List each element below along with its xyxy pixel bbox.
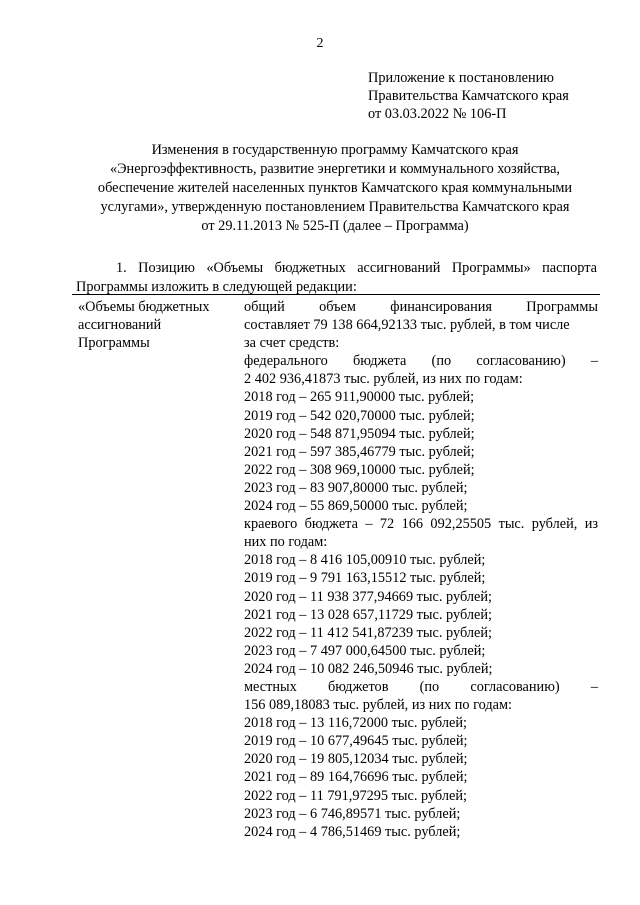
page-number: 2	[316, 36, 324, 51]
total-line: за счет средств:	[244, 335, 340, 352]
paragraph-line: 1. Позицию «Объемы бюджетных ассигнований Программы» паспорта	[116, 260, 597, 276]
appendix-line: Приложение к постановлению	[368, 70, 554, 86]
federal-line: федерального бюджета (по согласованию) –	[244, 353, 598, 370]
federal-line: 2 402 936,41873 тыс. рублей, из них по годам:	[244, 371, 523, 388]
local-year-line: 2019 год – 10 677,49645 тыс. рублей;	[244, 733, 468, 750]
paragraph-1	[76, 259, 597, 297]
appendix-line: Правительства Камчатского края	[368, 88, 569, 104]
appendix-line: от 03.03.2022 № 106-П	[368, 106, 507, 122]
total-line: общий объем финансирования Программы	[244, 299, 598, 315]
local-line: местных бюджетов (по согласованию) –	[244, 678, 598, 695]
regional-year-line: 2023 год – 7 497 000,64500 тыс. рублей;	[244, 642, 486, 659]
total-line: составляет 79 138 664,92133 тыс. рублей, в том числе	[244, 317, 570, 334]
left-cell-line: Программы	[78, 335, 150, 351]
federal-year-line: 2020 год – 548 871,95094 тыс. рублей;	[244, 425, 475, 442]
local-year-line: 2021 год – 89 164,76696 тыс. рублей;	[244, 769, 468, 786]
appendix-block	[368, 69, 608, 123]
federal-year-line: 2023 год – 83 907,80000 тыс. рублей;	[244, 479, 468, 496]
regional-line: краевого бюджета – 72 166 092,25505 тыс. рублей, из	[244, 516, 598, 533]
left-cell-line: ассигнований	[78, 317, 162, 333]
local-line: 156 089,18083 тыс. рублей, из них по годам:	[244, 697, 512, 714]
table-left-cell	[78, 298, 238, 352]
regional-year-line: 2018 год – 8 416 105,00910 тыс. рублей;	[244, 552, 486, 569]
local-year-line: 2023 год – 6 746,89571 тыс. рублей;	[244, 805, 461, 822]
title-line: обеспечение жителей населенных пунктов Камчатского края коммунальными	[97, 180, 573, 196]
regional-year-line: 2019 год – 9 791 163,15512 тыс. рублей;	[244, 570, 486, 587]
federal-year-line: 2021 год – 597 385,46779 тыс. рублей;	[244, 443, 475, 460]
title-line: Изменения в государственную программу Камчатского края	[151, 142, 519, 158]
left-cell-line: «Объемы бюджетных	[78, 299, 210, 315]
local-year-line: 2020 год – 19 805,12034 тыс. рублей;	[244, 751, 468, 768]
local-year-line: 2022 год – 11 791,97295 тыс. рублей;	[244, 787, 467, 804]
table-right-cell	[244, 298, 598, 841]
federal-year-line: 2022 год – 308 969,10000 тыс. рублей;	[244, 461, 475, 478]
paragraph-line: Программы изложить в следующей редакции:	[76, 279, 357, 295]
local-year-line: 2024 год – 4 786,51469 тыс. рублей;	[244, 823, 461, 840]
title-line: от 29.11.2013 № 525-П (далее – Программа)	[201, 218, 469, 234]
federal-year-line: 2019 год – 542 020,70000 тыс. рублей;	[244, 407, 475, 424]
document-title	[72, 141, 598, 236]
regional-year-line: 2024 год – 10 082 246,50946 тыс. рублей;	[244, 660, 493, 677]
federal-year-line: 2018 год – 265 911,90000 тыс. рублей;	[244, 389, 475, 406]
local-year-line: 2018 год – 13 116,72000 тыс. рублей;	[244, 715, 467, 732]
regional-year-line: 2021 год – 13 028 657,11729 тыс. рублей;	[244, 606, 492, 623]
regional-year-line: 2020 год – 11 938 377,94669 тыс. рублей;	[244, 588, 492, 605]
federal-year-line: 2024 год – 55 869,50000 тыс. рублей;	[244, 498, 468, 515]
passport-table	[72, 294, 600, 840]
regional-year-line: 2022 год – 11 412 541,87239 тыс. рублей;	[244, 624, 492, 641]
regional-line: них по годам:	[244, 534, 328, 551]
title-line: «Энергоэффективность, развитие энергетики и коммунального хозяйства,	[109, 161, 561, 177]
title-line: услугами», утвержденную постановлением Правительства Камчатского края	[100, 199, 570, 215]
